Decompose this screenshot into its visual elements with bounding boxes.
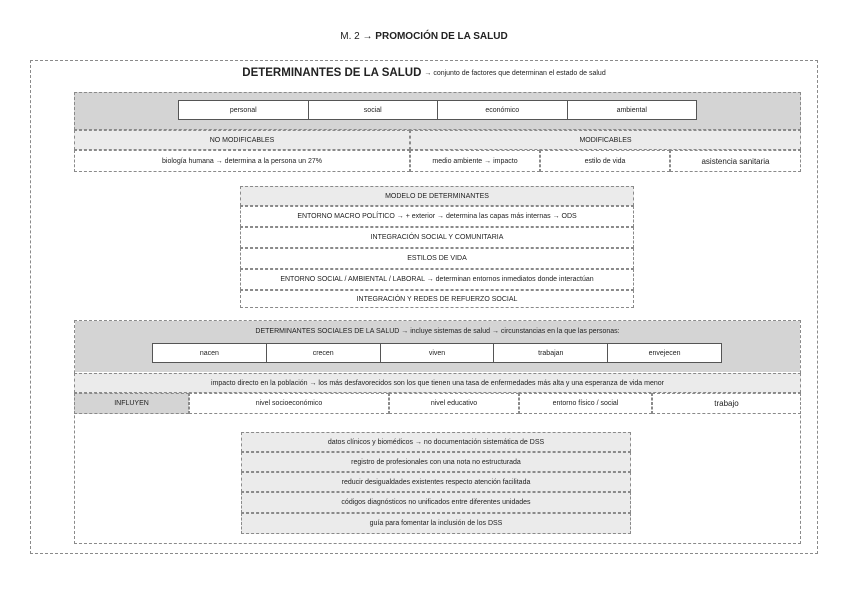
modelo-row: INTEGRACIÓN SOCIAL Y COMUNITARIA: [240, 227, 634, 248]
no-modificables-header: NO MODIFICABLES: [74, 130, 410, 150]
dss-list-item: datos clínicos y biomédicos → no documentación sistemática de DSS: [241, 432, 631, 452]
influyen-nivel-educativo: nivel educativo: [389, 393, 519, 414]
modelo-row: INTEGRACIÓN Y REDES DE REFUERZO SOCIAL: [240, 290, 634, 308]
influyen-label: INFLUYEN: [74, 393, 189, 414]
determinantes-types-row: [178, 100, 697, 120]
sociales-header: DETERMINANTES SOCIALES DE LA SALUD → incluye sistemas de salud → circunstancias en la que las personas:: [255, 327, 620, 335]
mod-value-asistencia: asistencia sanitaria: [670, 150, 801, 172]
type-economico: económico: [438, 101, 568, 119]
determinantes-subtitle: → conjunto de factores que determinan el estado de salud: [424, 69, 606, 77]
page-title: [0, 28, 848, 44]
stage-envejecen: envejecen: [648, 349, 681, 357]
determinantes-title-line: [30, 64, 818, 82]
dss-list-item: guía para fomentar la inclusión de los DSS: [241, 513, 631, 534]
modelo-header: MODELO DE DETERMINANTES: [240, 186, 634, 206]
dss-list-item: registro de profesionales con una nota no estructurada: [241, 452, 631, 472]
modelo-row: ESTILOS DE VIDA: [240, 248, 634, 269]
stage-viven: viven: [381, 344, 495, 362]
type-social: social: [309, 101, 439, 119]
dss-list-item: códigos diagnósticos no unificados entre diferentes unidades: [241, 492, 631, 513]
determinantes-title: DETERMINANTES DE LA SALUD: [242, 67, 422, 79]
mod-value-estilo-vida: estilo de vida: [540, 150, 670, 172]
stage-trabajan: trabajan: [494, 344, 608, 362]
influyen-trabajo: trabajo: [652, 393, 801, 414]
modelo-row: ENTORNO SOCIAL / AMBIENTAL / LABORAL → determinan entornos inmediatos donde interactúan: [240, 269, 634, 290]
no-modificables-value: biología humana → determina a la persona un 27%: [74, 150, 410, 172]
type-ambiental: ambiental: [616, 106, 647, 114]
influyen-entorno: entorno físico / social: [519, 393, 652, 414]
sociales-stages-row: [152, 343, 722, 363]
page-title-main: PROMOCIÓN DE LA SALUD: [375, 30, 508, 42]
page-title-prefix: M. 2 →: [340, 30, 373, 42]
stage-crecen: crecen: [267, 344, 381, 362]
type-personal: personal: [179, 101, 309, 119]
stage-nacen: nacen: [153, 344, 267, 362]
dss-list-item: reducir desigualdades existentes respecto atención facilitada: [241, 472, 631, 492]
impacto-row: impacto directo en la población → los más desfavorecidos son los que tienen una tasa de enfermedades más alta y una esperanza de vida menor: [74, 373, 801, 393]
modelo-row: ENTORNO MACRO POLÍTICO → + exterior → determina las capas más internas → ODS: [240, 206, 634, 227]
mod-value-medio-ambiente: medio ambiente → impacto: [410, 150, 540, 172]
modificables-header: MODIFICABLES: [410, 130, 801, 150]
influyen-nivel-socioeconomico: nivel socioeconómico: [189, 393, 389, 414]
